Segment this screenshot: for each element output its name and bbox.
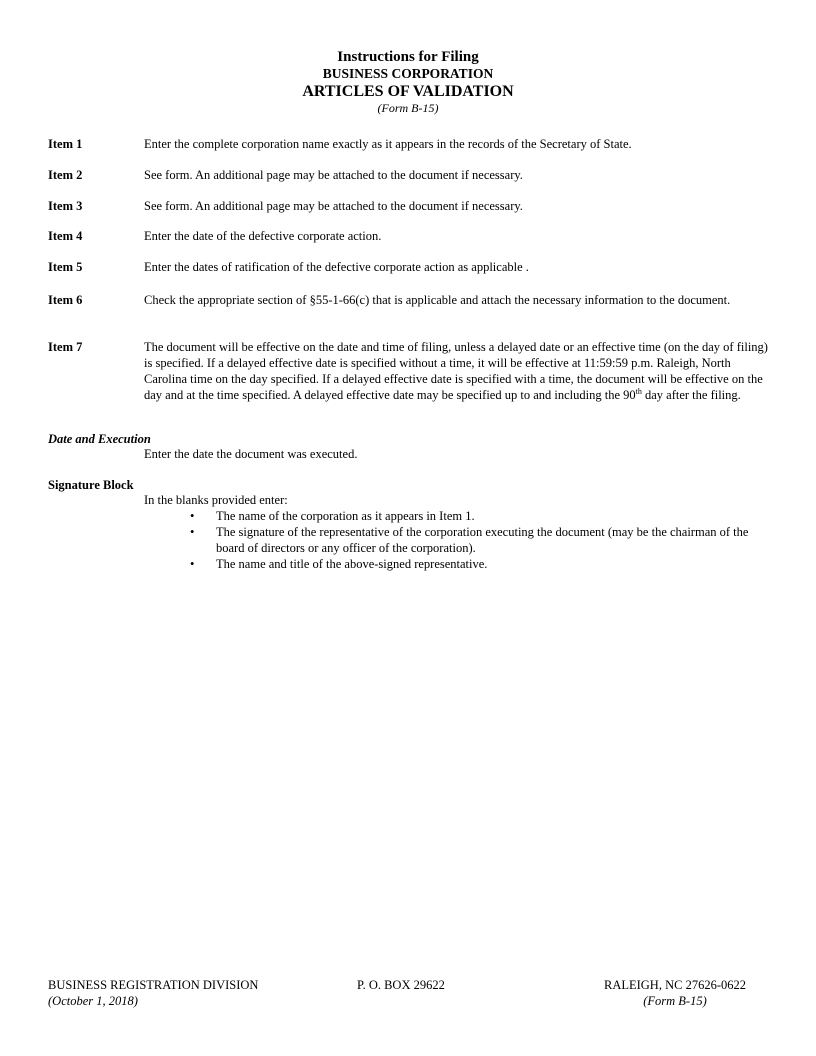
ordinal-suffix: th [635, 386, 642, 396]
footer-center [357, 977, 445, 993]
list-item-text: The signature of the representative of the corporation executing the document (may be the chairman of the board of directors or any officer of the corporation). [216, 525, 749, 555]
footer-right [599, 977, 751, 1009]
footer-division: BUSINESS REGISTRATION DIVISION [48, 978, 259, 992]
item-label: Item 2 [48, 168, 83, 182]
footer-city: RALEIGH, NC 27626-0622 [603, 978, 746, 992]
item-label: Item 5 [48, 260, 83, 274]
item-text: See form. An additional page may be attached to the document if necessary. [144, 168, 523, 182]
date-execution-text: Enter the date the document was executed. [144, 447, 358, 461]
document-header [0, 48, 816, 116]
footer-po-box: P. O. BOX 29622 [357, 978, 445, 992]
list-item-text: The name and title of the above-signed representative. [216, 557, 488, 571]
header-document-name: ARTICLES OF VALIDATION [302, 83, 514, 100]
item-label: Item 6 [48, 293, 83, 307]
item-label: Item 3 [48, 199, 83, 213]
item-text: See form. An additional page may be attached to the document if necessary. [144, 199, 523, 213]
list-item [190, 556, 770, 572]
item-label: Item 1 [48, 137, 83, 151]
item-text: Enter the date of the defective corporate action. [144, 229, 382, 243]
bullet-icon: • [190, 525, 195, 539]
item-label: Item 7 [48, 340, 83, 354]
list-item [190, 508, 770, 524]
signature-block-intro: In the blanks provided enter: [144, 493, 288, 507]
footer-form-number: (Form B-15) [643, 994, 707, 1008]
list-item [190, 524, 770, 556]
item-text-main: The document will be effective on the date and time of filing, unless a delayed date or an effective time (on the day of filing) is specified. If a delayed effective date is specified without a time, it will be effective at 11:59:59 p.m. Raleigh, North Carolina time on the day specified. If a delayed effective date is specified with a time, the document will be effective on the day and at the time specified. A delayed effective date may be specified up to and including the 90 [144, 340, 768, 402]
item-label: Item 4 [48, 229, 83, 243]
signature-block-list [190, 508, 770, 572]
item-text: Check the appropriate section of §55-1-66(c) that is applicable and attach the necessary information to the document. [144, 293, 731, 307]
date-execution-heading: Date and Execution [48, 432, 151, 446]
item-text-end: day after the filing. [641, 388, 741, 402]
item-text [144, 339, 768, 403]
header-subtitle: BUSINESS CORPORATION [322, 66, 494, 81]
signature-block-heading: Signature Block [48, 478, 134, 492]
list-item-text: The name of the corporation as it appears in Item 1. [216, 509, 475, 523]
item-text: Enter the complete corporation name exactly as it appears in the records of the Secretary of State. [144, 137, 632, 151]
item-text: Enter the dates of ratification of the defective corporate action as applicable . [144, 260, 529, 274]
header-title: Instructions for Filing [337, 49, 479, 65]
bullet-icon: • [190, 557, 195, 571]
footer-revision-date: (October 1, 2018) [48, 994, 138, 1008]
header-form-number: (Form B-15) [377, 101, 439, 115]
footer-left [48, 977, 258, 1009]
bullet-icon: • [190, 509, 195, 523]
